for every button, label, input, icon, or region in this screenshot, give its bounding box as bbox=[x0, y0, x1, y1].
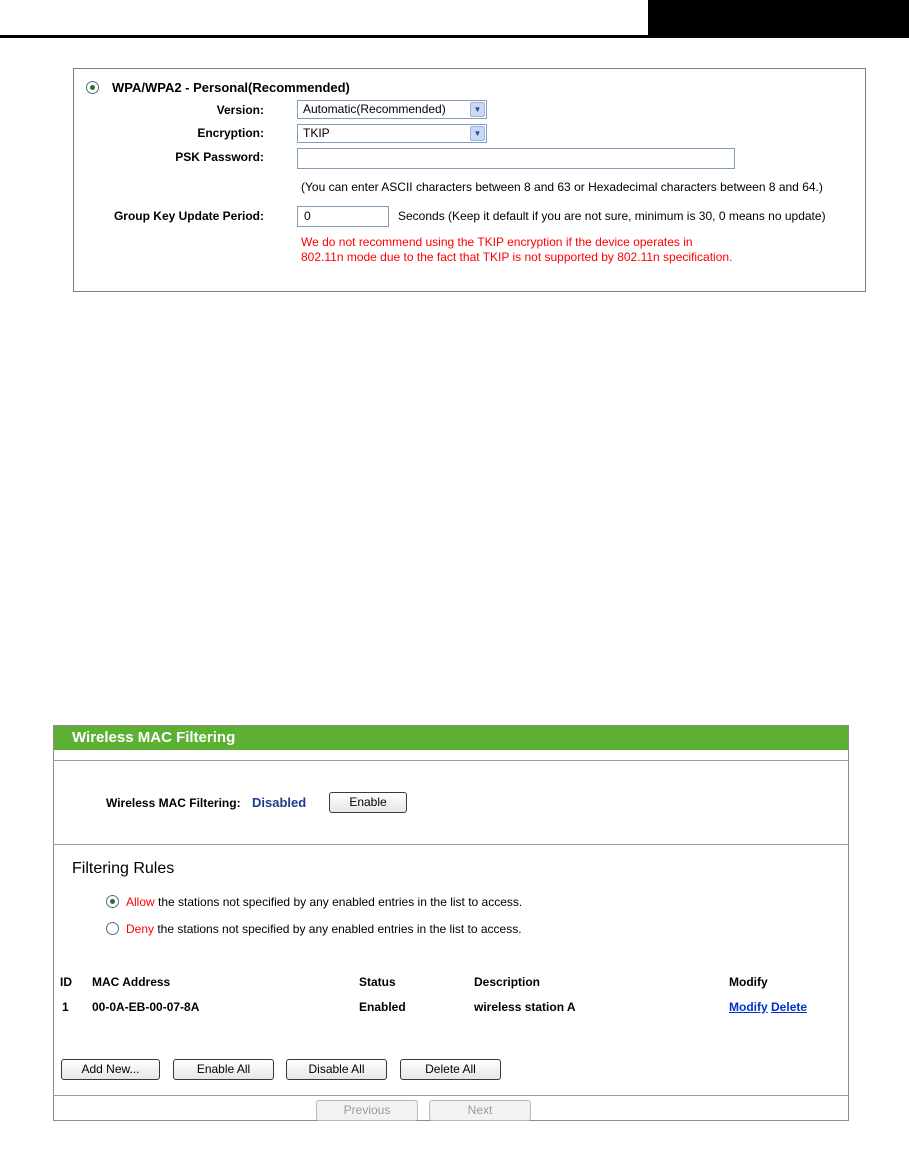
tkip-warning-line1: We do not recommend using the TKIP encryption if the device operates in bbox=[301, 235, 693, 249]
wpa-personal-radio[interactable] bbox=[86, 81, 99, 94]
column-header-mac: MAC Address bbox=[92, 975, 171, 989]
row-id: 1 bbox=[62, 1000, 69, 1014]
psk-password-hint: (You can enter ASCII characters between 8 and 63 or Hexadecimal characters between 8 and 64.) bbox=[301, 180, 823, 194]
group-key-hint: Seconds (Keep it default if you are not sure, minimum is 30, 0 means no update) bbox=[398, 209, 826, 223]
tkip-warning-line2: 802.11n mode due to the fact that TKIP is not supported by 802.11n specification. bbox=[301, 250, 733, 264]
psk-password-label: PSK Password: bbox=[175, 150, 264, 164]
deny-radio[interactable] bbox=[106, 922, 119, 935]
wpa-mode-label: WPA/WPA2 - Personal(Recommended) bbox=[112, 80, 350, 95]
filtering-rules-heading: Filtering Rules bbox=[72, 860, 175, 877]
disable-all-button[interactable]: Disable All bbox=[286, 1059, 387, 1080]
allow-radio[interactable] bbox=[106, 895, 119, 908]
column-header-id: ID bbox=[60, 975, 72, 989]
enable-button[interactable]: Enable bbox=[329, 792, 407, 813]
allow-keyword: Allow bbox=[126, 895, 155, 909]
modify-link[interactable]: Modify bbox=[729, 1000, 768, 1014]
encryption-label: Encryption: bbox=[197, 126, 264, 140]
version-select[interactable] bbox=[297, 100, 487, 119]
allow-description: the stations not specified by any enabled entries in the list to access. bbox=[154, 895, 523, 909]
row-description: wireless station A bbox=[474, 1000, 576, 1014]
divider bbox=[54, 844, 848, 845]
previous-button[interactable]: Previous bbox=[316, 1100, 418, 1121]
deny-description: the stations not specified by any enabled entries in the list to access. bbox=[154, 922, 522, 936]
enable-all-button[interactable]: Enable All bbox=[173, 1059, 274, 1080]
mac-filtering-status-value: Disabled bbox=[252, 795, 307, 810]
column-header-modify: Modify bbox=[729, 975, 768, 989]
add-new-button[interactable]: Add New... bbox=[61, 1059, 160, 1080]
group-key-label: Group Key Update Period: bbox=[113, 209, 264, 223]
header-tab-block bbox=[648, 0, 909, 38]
encryption-selected-value: TKIP bbox=[303, 126, 330, 140]
chevron-down-icon: ▼ bbox=[470, 102, 485, 117]
psk-password-input[interactable] bbox=[297, 148, 735, 169]
divider bbox=[54, 1095, 848, 1096]
chevron-down-icon: ▼ bbox=[470, 126, 485, 141]
column-header-description: Description bbox=[474, 975, 541, 989]
deny-rule-text bbox=[126, 922, 522, 936]
row-status: Enabled bbox=[359, 1000, 406, 1014]
encryption-select[interactable] bbox=[297, 124, 487, 143]
column-header-status: Status bbox=[359, 975, 396, 989]
wpa-personal-panel bbox=[73, 68, 866, 292]
mac-filtering-title: Wireless MAC Filtering bbox=[54, 726, 848, 750]
group-key-period-input[interactable]: 0 bbox=[297, 206, 389, 227]
version-selected-value: Automatic(Recommended) bbox=[303, 102, 446, 116]
mac-filtering-status-label: Wireless MAC Filtering: bbox=[106, 796, 241, 810]
next-button[interactable]: Next bbox=[429, 1100, 531, 1121]
divider bbox=[54, 760, 848, 761]
delete-all-button[interactable]: Delete All bbox=[400, 1059, 501, 1080]
allow-rule-text bbox=[126, 895, 522, 909]
delete-link[interactable]: Delete bbox=[771, 1000, 808, 1014]
row-mac-address: 00-0A-EB-00-07-8A bbox=[92, 1000, 200, 1014]
deny-keyword: Deny bbox=[126, 922, 155, 936]
version-label: Version: bbox=[216, 103, 264, 117]
row-actions bbox=[729, 1000, 807, 1014]
mac-filtering-panel bbox=[53, 725, 849, 1121]
